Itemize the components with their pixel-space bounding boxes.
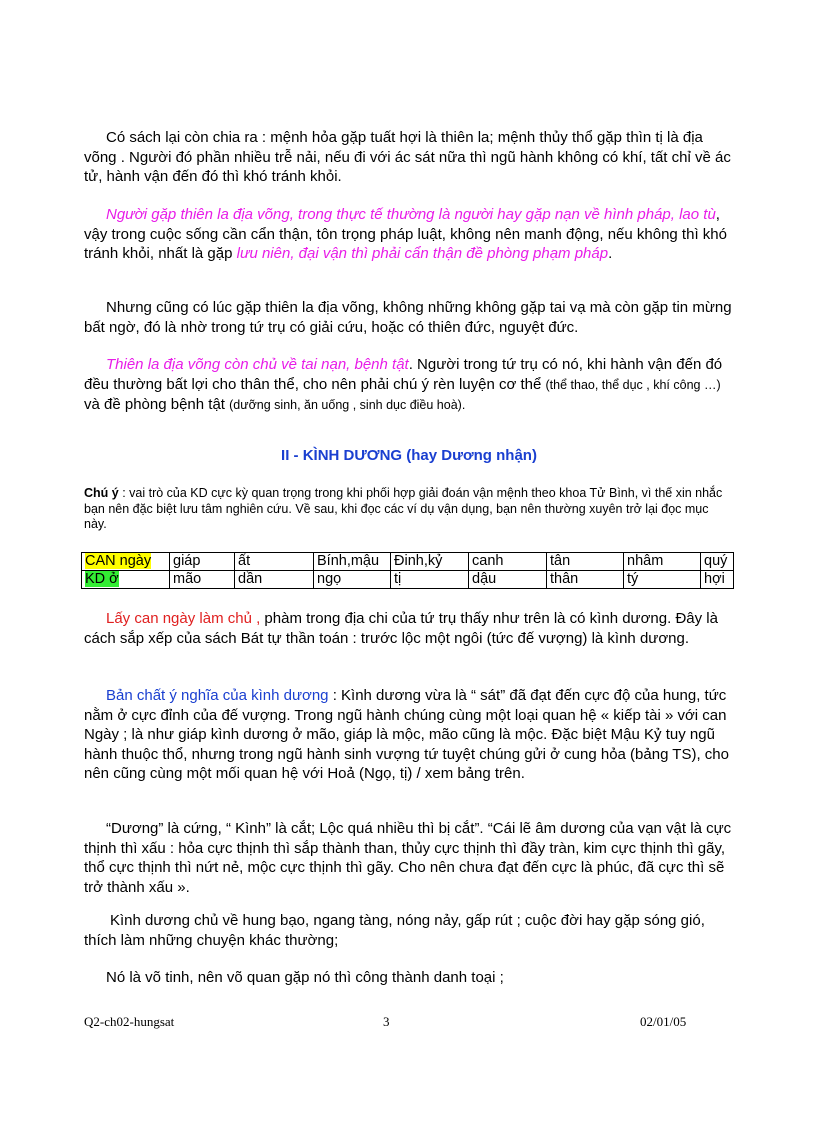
- note-paragraph: [84, 486, 734, 533]
- table-cell: giáp: [170, 553, 235, 571]
- paragraph-text: , vậy trong cuộc sống cần cẩn thận, tôn trọng pháp luật, không nên manh động, nếu không thì khó tránh khỏi, nhất là gặp: [84, 206, 727, 262]
- footer-page-number: 3: [383, 1014, 390, 1029]
- row-header: KD ở: [85, 571, 119, 587]
- table-cell: canh: [469, 553, 547, 571]
- italic-highlight: Thiên la địa võng còn chủ về tai nạn, bệnh tật: [106, 356, 409, 373]
- table-cell: dần: [235, 571, 314, 589]
- red-highlight: Lấy can ngày làm chủ ,: [106, 610, 261, 627]
- table-cell: tân: [547, 553, 624, 571]
- italic-highlight: Người gặp thiên la địa võng, trong thực tế thường là người hay gặp nạn về hình pháp, lao tù: [106, 206, 716, 223]
- section-heading: II - KÌNH DƯƠNG (hay Dương nhận): [281, 447, 537, 464]
- table-cell: [82, 571, 170, 589]
- table-cell: Đinh,kỷ: [391, 553, 469, 571]
- note-label: Chú ý: [84, 486, 119, 500]
- paragraph-text: . Người trong tứ trụ có nó, khi hành vận đến đó đều thường bất lợi cho thân thể, cho nên phải chú ý rèn luyện cơ thể: [84, 356, 723, 393]
- paragraph-1: Có sách lại còn chia ra : mệnh hỏa gặp tuất hợi là thiên la; mệnh thủy thổ gặp thìn tị là địa võng . Người đó phần nhiều trễ nải, nếu đi với ác sát nữa thì ngũ hành không có khí, tất chỉ về ác tử, hành vận đến đó thì khó tránh khỏi.: [84, 129, 731, 185]
- table-row-can-ngay: [82, 553, 734, 571]
- table-cell: [82, 553, 170, 571]
- table-cell: ất: [235, 553, 314, 571]
- paragraph-9: Nó là võ tinh, nên võ quan gặp nó thì công thành danh toại ;: [106, 969, 504, 986]
- blue-highlight: Bản chất ý nghĩa của kình dương: [106, 687, 329, 704]
- italic-highlight: lưu niên, đại vận thì phải cẩn thận đề phòng phạm pháp: [236, 245, 609, 262]
- paragraph-text: và đề phòng bệnh tật: [84, 396, 230, 413]
- table-row-kd-o: [82, 571, 734, 589]
- paragraph-6: [84, 686, 734, 784]
- paragraph-2: [84, 205, 734, 264]
- table-cell: nhâm: [624, 553, 701, 571]
- kinh-duong-table: [81, 552, 734, 589]
- paragraph-5: [84, 609, 734, 648]
- paragraph-text: : Kình dương vừa là “ sát” đã đạt đến cực độ của hung, tức nằm ở cực đỉnh của đế vượng. Trong ngũ hành chúng cùng một loại quan hệ « kiếp tài » với can Ngày ; là như giáp kình dương ở mão, giáp là mộc, mão cũng là mộc. Đặc biệt Mậu Kỷ tuy ngũ hành thuộc thổ, nhưng trong ngũ hành sinh vượng tứ tuyệt chúng gửi ở cung hỏa (bảng TS), cho nên cũng cùng một mối quan hệ với Hoả (Ngọ, tị) / xem bảng trên.: [84, 687, 729, 782]
- table-cell: hợi: [701, 571, 734, 589]
- paragraph-4: [84, 355, 734, 416]
- small-note: (dưỡng sinh, ăn uống , sinh dục điều hoà).: [229, 398, 466, 412]
- paragraph-text: .: [608, 245, 613, 262]
- table-cell: thân: [547, 571, 624, 589]
- paragraph-3: Nhưng cũng có lúc gặp thiên la địa võng, không những không gặp tai vạ mà còn gặp tin mừng bất ngờ, đó là nhờ trong tứ trụ có giải cứu, hoặc có thiên đức, nguyệt đức.: [84, 299, 732, 336]
- table-cell: tị: [391, 571, 469, 589]
- table-cell: ngọ: [314, 571, 391, 589]
- footer-date: 02/01/05: [640, 1014, 687, 1029]
- table-cell: dậu: [469, 571, 547, 589]
- paragraph-8: Kình dương chủ về hung bạo, ngang tàng, nóng nảy, gấp rút ; cuộc đời hay gặp sóng gió, thích làm những chuyện khác thường;: [84, 912, 705, 949]
- small-note: (thể thao, thể dục , khí công …): [545, 377, 721, 392]
- paragraph-text: phàm trong địa chi của tứ trụ thấy như trên là có kình dương. Đây là cách sắp xếp của sách Bát tự thần toán : trước lộc một ngôi (tức đế vượng) là kình dương.: [84, 610, 718, 647]
- table-cell: mão: [170, 571, 235, 589]
- table-cell: Bính,mậu: [314, 553, 391, 571]
- row-header: CAN ngày: [85, 553, 152, 569]
- paragraph-7: “Dương” là cứng, “ Kình” là cắt; Lộc quá nhiều thì bị cắt”. “Cái lẽ âm dương của vạn vật là cực thịnh thì xấu : hỏa cực thịnh thì sắp thành than, thủy cực thịnh thì đầy tràn, kim cực thịnh thì gãy, thổ cực thịnh thì nứt nẻ, mộc cực thịnh thì gãy. Cho nên chưa đạt đến cực là phúc, đã cực thì sẽ trở thành xấu ».: [84, 820, 732, 896]
- note-text: : vai trò của KD cực kỳ quan trọng trong khi phối hợp giải đoán vận mệnh theo khoa Tử Bình, vì thế xin nhắc bạn nên đặc biệt lưu tâm nghiên cứu. Về sau, khi đọc các ví dụ vận dụng, bạn nên thường xuyên trở lại đọc mục này.: [84, 486, 723, 531]
- table-cell: quý: [701, 553, 734, 571]
- table-cell: tý: [624, 571, 701, 589]
- footer-filename: Q2-ch02-hungsat: [84, 1014, 175, 1029]
